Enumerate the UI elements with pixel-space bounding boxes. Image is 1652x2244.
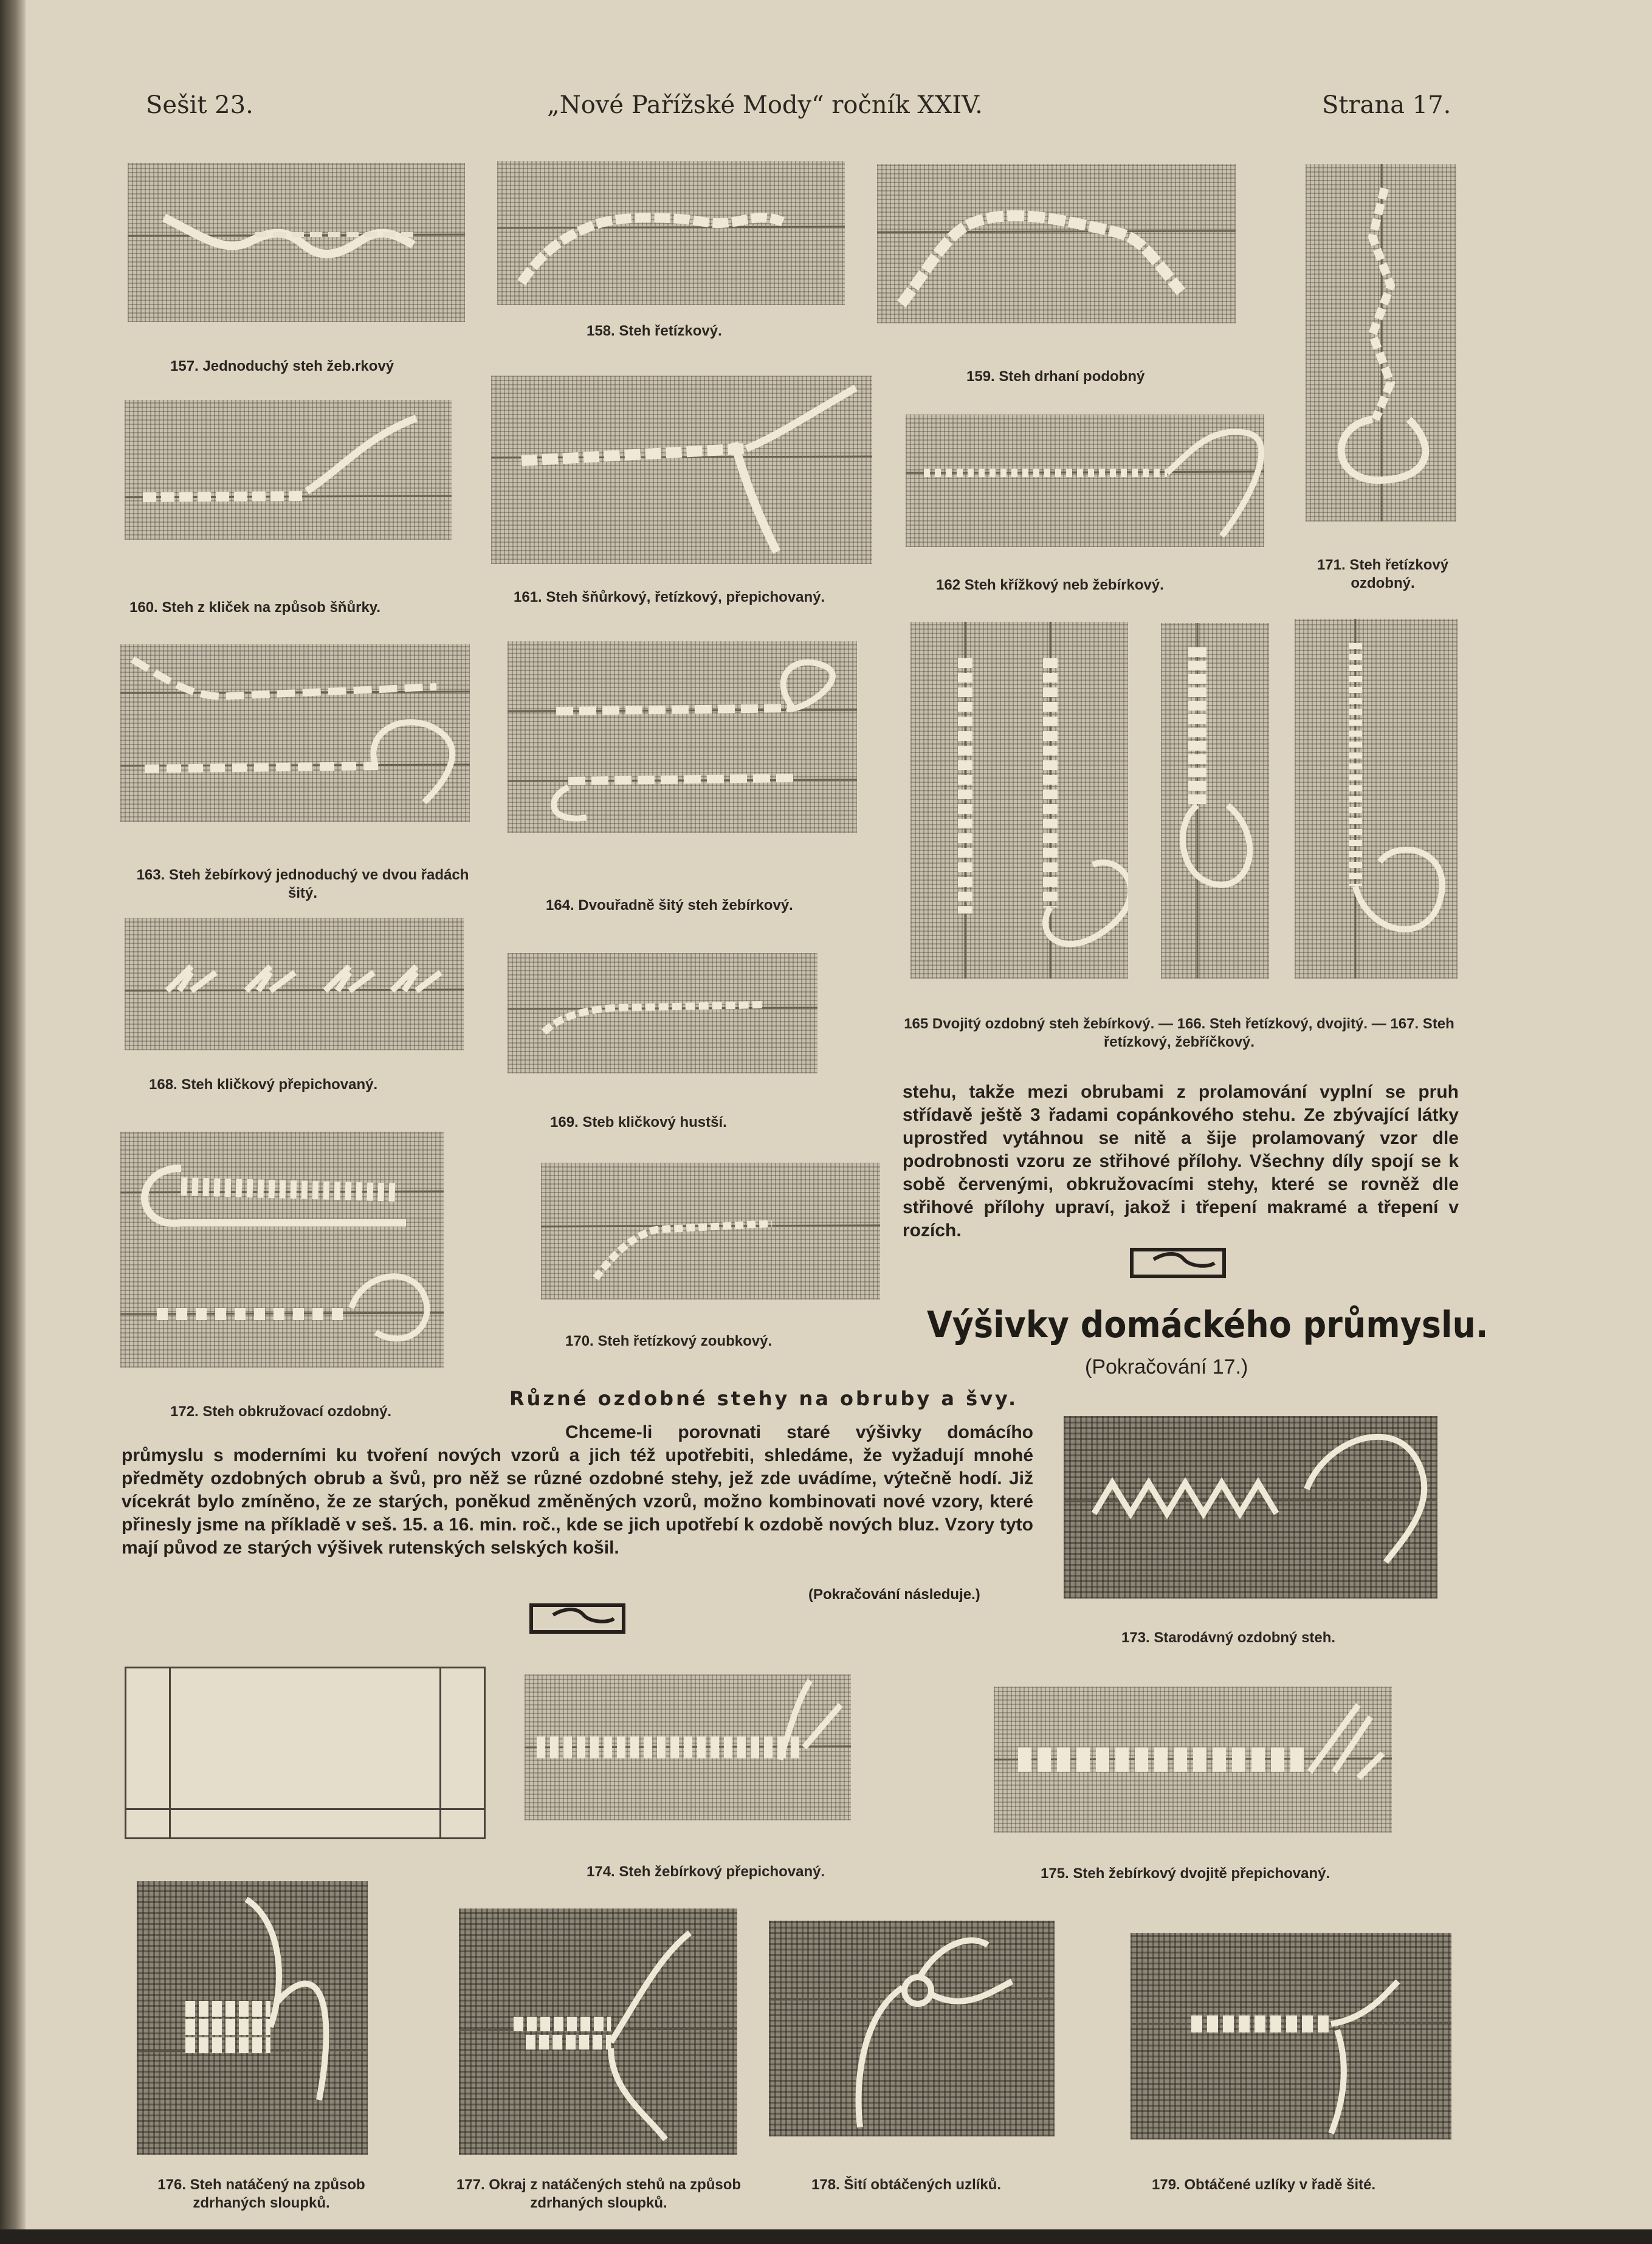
caption-157: 157. Jednoduchý steh žeb.rkový xyxy=(170,358,394,374)
figure-160-photo xyxy=(125,400,452,540)
figure-179-photo xyxy=(1131,1933,1451,2139)
caption-168: 168. Steh kličkový přepichovaný. xyxy=(149,1076,378,1093)
caption-170: 170. Steh řetízkový zoubkový. xyxy=(565,1333,773,1349)
caption-173: 173. Starodávný ozdobný steh. xyxy=(1121,1630,1336,1646)
figure-162-photo xyxy=(906,415,1264,547)
figure-167-photo xyxy=(1295,619,1458,979)
figure-163-photo xyxy=(120,644,470,822)
pattern-diagram-box xyxy=(125,1667,486,1839)
figure-168-photo xyxy=(125,918,464,1050)
right-column-paragraph: stehu, takže mezi obrubami z prolamování vyplní se pruh střídavě ještě 3 řadami copánkového stehu. Ze zbývající látky uprostřed vytáhnou se nitě a šije prolamovaný vzor dle podrobnosti vzoru ze střihové přílohy. Všechny díly spojí se k sobě červenými, obkružovacími stehy, které se rovněž dle střihové přílohy upraví, jakož i třepení makramé a třepení v rozích. xyxy=(903,1082,1459,1241)
figure-164-photo xyxy=(508,641,857,833)
caption-177: 177. Okraj z natáčených stehů na způsob zdrhaných sloupků. xyxy=(456,2177,742,2211)
caption-178: 178. Šití obtáčených uzlíků. xyxy=(811,2177,1002,2193)
right-column-text xyxy=(903,1081,1459,1242)
pattern-divider-left xyxy=(169,1668,171,1837)
header-issue: Sešit 23. xyxy=(146,91,253,119)
caption-164: 164. Dvouřadně šitý steh žebírkový. xyxy=(546,897,793,914)
pattern-divider-right xyxy=(439,1668,441,1837)
figure-171-photo xyxy=(1306,164,1456,521)
caption-172: 172. Steh obkružovací ozdobný. xyxy=(170,1403,392,1420)
page-bottom-edge xyxy=(0,2229,1652,2244)
figure-170-photo xyxy=(541,1163,880,1299)
figure-161-photo xyxy=(491,376,872,564)
caption-159: 159. Steh drhaní podobný xyxy=(966,368,1145,385)
caption-174: 174. Steh žebírkový přepichovaný. xyxy=(587,1864,825,1880)
figure-175-photo xyxy=(994,1687,1392,1833)
figure-169-photo xyxy=(508,953,817,1073)
left-article-paragraph: Chceme-li porovnati staré výšivky domácího průmyslu s moderními ku tvoření nových vzorů a jich též upotřebiti, shledáme, že vyžadují mnohé předměty ozdobných obrub a švů, pro něž se různé ozdobné stehy, jež zde uvádíme, výtečně hodí. Již vícekrát bylo zmíněno, že ze starých, poněkud změněných vzorů, možno kombinovati nové vzory, které přinesly jsme na příkladě v seš. 15. a 16. min. roč., kde se jich upotřebí k ozdobě nových bluz. Vzory tyto mají původ ze starých výšivek rutenských selských košil. xyxy=(122,1422,1033,1558)
article-heading: Výšivky domáckého průmyslu. xyxy=(927,1304,1489,1346)
caption-160: 160. Steh z kliček na způsob šňůrky. xyxy=(129,599,381,616)
figure-177-photo xyxy=(459,1908,737,2155)
figure-159-photo xyxy=(877,164,1236,323)
figure-166-photo xyxy=(1161,623,1269,979)
caption-171: 171. Steh řetízkový ozdobný. xyxy=(1316,557,1449,591)
ornament-icon xyxy=(529,1603,626,1634)
caption-179: 179. Obtáčené uzlíky v řadě šité. xyxy=(1152,2177,1376,2193)
figure-174-photo xyxy=(525,1674,851,1820)
pattern-divider-bottom xyxy=(126,1808,484,1810)
left-article-body xyxy=(122,1421,1033,1560)
caption-169: 169. Steb kličkový hustší. xyxy=(550,1114,727,1131)
figure-165-photo xyxy=(910,622,1128,979)
figure-158-photo xyxy=(497,161,845,305)
article-subheading: (Pokračování 17.) xyxy=(1085,1355,1248,1378)
caption-158: 158. Steh řetízkový. xyxy=(587,323,722,339)
book-spine xyxy=(0,0,26,2244)
figure-157-photo xyxy=(128,163,465,322)
continued-note: (Pokračování následuje.) xyxy=(808,1586,980,1603)
caption-163: 163. Steh žebírkový jednoduchý ve dvou řadách šitý. xyxy=(136,867,469,901)
figure-178-photo xyxy=(769,1921,1055,2136)
header-magazine-title: „Nové Pařížské Mody“ ročník XXIV. xyxy=(547,91,983,119)
left-article-title: Různé ozdobné stehy na obruby a švy. xyxy=(509,1387,1019,1410)
ornament-icon xyxy=(1129,1247,1227,1279)
caption-175: 175. Steh žebírkový dvojitě přepichovaný. xyxy=(1041,1865,1330,1882)
figure-172-photo xyxy=(120,1132,444,1368)
figure-176-photo xyxy=(137,1881,368,2155)
caption-161: 161. Steh šňůrkový, řetízkový, přepichovaný. xyxy=(514,589,825,605)
header-page-number: Strana 17. xyxy=(1322,91,1451,119)
caption-176: 176. Steh natáčený na způsob zdrhaných sloupků. xyxy=(157,2177,365,2211)
caption-162: 162 Steh křížkový neb žebírkový. xyxy=(936,577,1164,593)
figure-173-photo xyxy=(1064,1416,1437,1599)
caption-165-166-167: 165 Dvojitý ozdobný steh žebírkový. — 166. Steh řetízkový, dvojitý. — 167. Steh řetízkový, žebříčkový. xyxy=(904,1016,1454,1050)
